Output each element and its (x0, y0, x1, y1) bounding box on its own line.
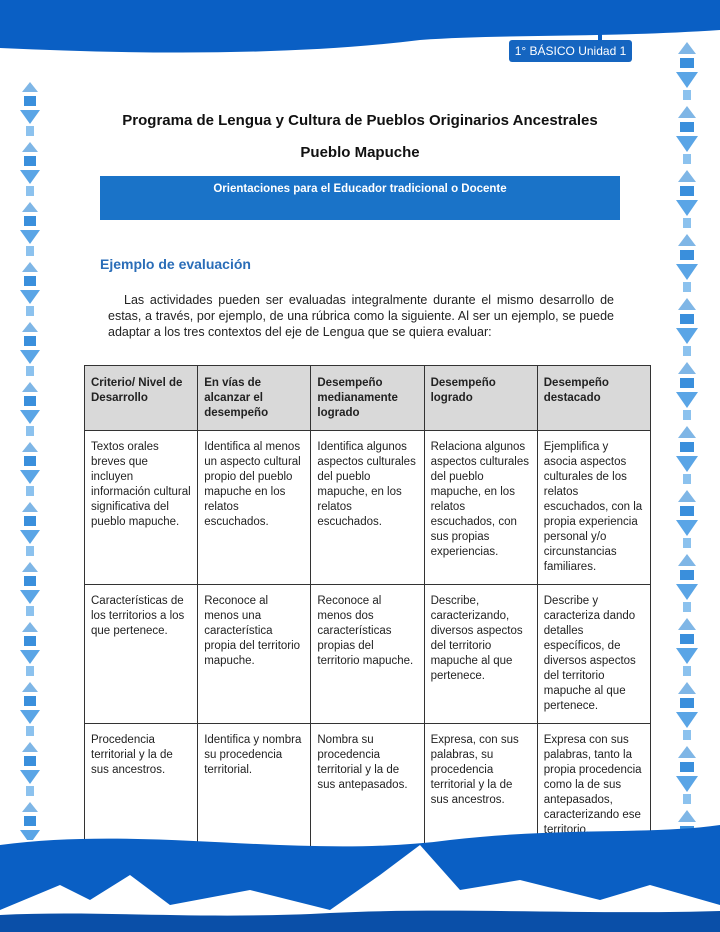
table-cell: Identifica al menos un aspecto cultural propio del pueblo mapuche en los relatos escuchados. (198, 431, 311, 585)
table-cell: Ejemplifica y asocia aspectos culturales de los relatos escuchados, con la propia experiencia personal y/o circunstancias familiares. (537, 431, 650, 585)
table-row (85, 431, 651, 585)
section-heading: Ejemplo de evaluación (100, 256, 251, 272)
landscape-footer-illustration (0, 815, 720, 932)
table-cell: Identifica y nombra su procedencia territorial. (198, 724, 311, 848)
table-header-row (85, 366, 651, 431)
table-cell: Expresa, con sus palabras, su procedencia territorial y la de sus ancestros. (424, 724, 537, 848)
table-cell: Expresa con sus palabras, tanto la propia procedencia como la de sus antepasados, caracterizando ese territorio. (537, 724, 650, 848)
grade-unit-badge: 1° BÁSICO Unidad 1 (509, 40, 632, 62)
table-cell: Identifica algunos aspectos culturales del pueblo mapuche, en los relatos escuchados. (311, 431, 424, 585)
page-subtitle: Pueblo Mapuche (300, 144, 420, 161)
table-cell: Relaciona algunos aspectos culturales del pueblo mapuche, en los relatos escuchados, con sus propias experiencias. (424, 431, 537, 585)
table-cell: Describe, caracterizando, diversos aspectos del territorio mapuche al que pertenece. (424, 585, 537, 724)
evaluation-rubric-table (84, 365, 651, 848)
header-cell: Desempeño destacado (537, 366, 650, 431)
intro-paragraph: Las actividades pueden ser evaluadas integralmente durante el mismo desarrollo de estas, a través, por ejemplo, de una rúbrica como la siguiente. Al ser un ejemplo, se puede adaptar a los tres contextos del eje de Lengua que se quiera evaluar: (108, 293, 614, 339)
table-cell: Reconoce al menos dos características propias del territorio mapuche. (311, 585, 424, 724)
header-cell: En vías de alcanzar el desempeño (198, 366, 311, 431)
table-cell: Características de los territorios a los que pertenece. (85, 585, 198, 724)
table-cell: Textos orales breves que incluyen información cultural significativa del pueblo mapuche. (85, 431, 198, 585)
header-cell: Desempeño medianamente logrado (311, 366, 424, 431)
table-cell: Reconoce al menos una característica propia del territorio mapuche. (198, 585, 311, 724)
table-cell: Nombra su procedencia territorial y la de sus antepasados. (311, 724, 424, 848)
table-row (85, 585, 651, 724)
section-banner: Orientaciones para el Educador tradicional o Docente (100, 176, 620, 220)
header-cell: Desempeño logrado (424, 366, 537, 431)
table-cell: Describe y caracteriza dando detalles específicos, de diversos aspectos del territorio mapuche al que pertenece. (537, 585, 650, 724)
page-title: Programa de Lengua y Cultura de Pueblos Originarios Ancestrales (122, 112, 598, 129)
mapuche-pattern-left-border (18, 80, 42, 840)
header-cell: Criterio/ Nivel de Desarrollo (85, 366, 198, 431)
table-cell: Procedencia territorial y la de sus ancestros. (85, 724, 198, 848)
